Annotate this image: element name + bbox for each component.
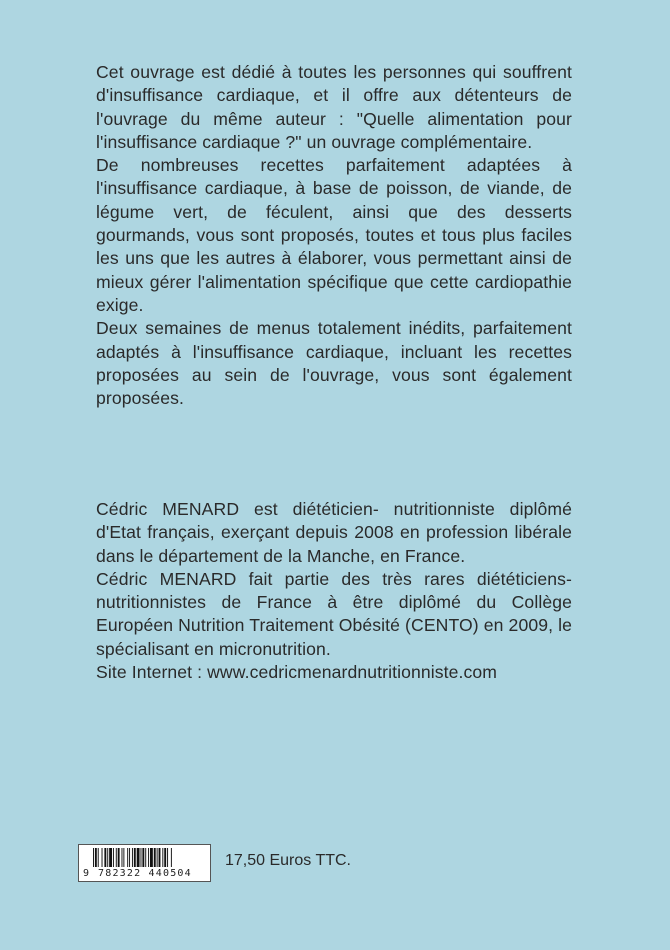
barcode-bar	[98, 848, 99, 867]
barcode-bar	[164, 848, 166, 867]
barcode-bar	[132, 848, 133, 867]
price-label: 17,50 Euros TTC.	[225, 852, 351, 869]
barcode-bar	[137, 848, 140, 867]
barcode-bar	[122, 848, 123, 867]
barcode-bar	[162, 848, 163, 867]
barcode-bar	[102, 848, 103, 867]
barcode-bar	[116, 848, 117, 867]
barcode-number: 782322 440504	[98, 868, 192, 879]
barcode-bar	[109, 848, 112, 867]
barcode-bar	[142, 848, 144, 867]
barcode-bar	[107, 848, 108, 867]
book-summary	[96, 61, 572, 410]
barcode-bar	[95, 848, 97, 867]
author-website: Site Internet : www.cedricmenardnutritionniste.com	[96, 662, 498, 683]
barcode-bar	[104, 848, 106, 867]
author-paragraph-2: Cédric MENARD fait partie des très rares diététiciens-nutritionnistes de France à être diplômé du Collège Européen Nutrition Traitement Obésité (CENTO) en 2009, le spécialisant en micronutrition.	[96, 568, 572, 659]
barcode-bar	[113, 848, 114, 867]
barcode-bar	[148, 848, 149, 867]
barcode-bar	[159, 848, 161, 867]
barcode-bar	[167, 848, 168, 867]
barcode-bar	[154, 848, 156, 867]
summary-paragraph-1: Cet ouvrage est dédié à toutes les personnes qui souffrent d'insuffisance cardiaque, et il offre aux détenteurs de l'ouvrage du même auteur : "Quelle alimentation pour l'insuffisance cardiaque ?" un ouvrage complémentaire.	[96, 62, 572, 152]
barcode-bar	[127, 848, 128, 867]
barcode-first-digit: 9	[83, 868, 90, 879]
summary-paragraph-2: De nombreuses recettes parfaitement adaptées à l'insuffisance cardiaque, à base de poisson, de viande, de légume vert, de féculent, ainsi que des desserts gourmands, vous sont proposés, toutes et tous plus faciles les uns que les autres à élaborer, vous permettant ainsi de mieux gérer l'alimentation spécifique que cette cardiopathie exige.	[96, 155, 572, 315]
isbn-barcode	[78, 844, 211, 882]
summary-paragraph-3: Deux semaines de menus totalement inédits, parfaitement adaptés à l'insuffisance cardiaque, incluant les recettes proposées au sein de l'ouvrage, vous sont également proposées.	[96, 318, 572, 409]
barcode-bar	[171, 848, 172, 867]
barcode-bar	[93, 848, 94, 867]
author-paragraph-1: Cédric MENARD est diététicien- nutritionniste diplômé d'Etat français, exerçant depuis 2008 en profession libérale dans le département de la Manche, en France.	[96, 499, 572, 566]
barcode-bar	[123, 848, 124, 867]
author-bio	[96, 498, 572, 684]
barcode-bar	[145, 848, 146, 867]
barcode-bar	[134, 848, 136, 867]
barcode-bar	[150, 848, 153, 867]
barcode-bar	[129, 848, 130, 867]
barcode-bar	[141, 848, 142, 867]
barcode-bar	[157, 848, 158, 867]
barcode-bar	[118, 848, 120, 867]
